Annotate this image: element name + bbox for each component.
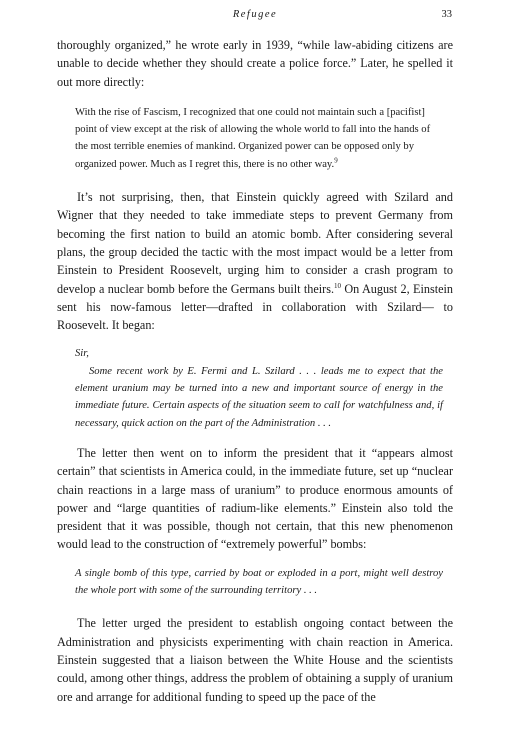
paragraph-2 xyxy=(57,188,453,334)
block-quote-fascism xyxy=(57,104,453,173)
block-quote-bomb: A single bomb of this type, carried by boat or exploded in a port, might well destroy the whole port with some of the surrounding territory . . . xyxy=(75,567,443,597)
body-text xyxy=(57,36,453,706)
running-title: Refugee xyxy=(232,9,278,20)
letter-quote-text: Some recent work by E. Fermi and L. Szilard . . . leads me to expect that the element uranium may be turned into a new and important source of energy in the immediate future. Certain aspects of the situation seem to call for watchfulness and, if necessary, quick action on the part of the Administration . . . xyxy=(75,365,443,429)
page-number: 33 xyxy=(441,9,452,20)
paragraph-2-text: It’s not surprising, then, that Einstein quickly agreed with Szilard and Wigner that they needed to take immediate steps to prevent Germany from becoming the first nation to build an atomic bomb. After considering several plans, the group decided the tactic with the most impact would be a letter from Einstein to President Roosevelt, urging him to consider a crash program to develop a nuclear bomb before the Germans built theirs. xyxy=(57,190,453,296)
quote-text: With the rise of Fascism, I recognized that one could not maintain such a [pacifist] point of view except at the risk of allowing the whole world to fall into the hands of the most terrible enemies of mankind. Organized power can be opposed only by organized power. Much as I regret this, there is no other way. xyxy=(75,106,431,170)
paragraph-4: The letter urged the president to establish ongoing contact between the Administration and physicists experimenting with chain reaction in America. Einstein suggested that a liaison between the White House and the scientists could, among other things, address the problem of obtaining a supply of uranium ore and arrange for additional funding to speed up the pace of the xyxy=(57,616,453,704)
running-head xyxy=(0,9,510,23)
footnote-marker: 9 xyxy=(334,156,338,165)
paragraph-1: thoroughly organized,” he wrote early in 1939, “while law-abiding citizens are unable to decide whether they should create a police force.” Later, he spelled it out more directly: xyxy=(57,38,453,89)
block-quote-letter-opening xyxy=(57,345,453,431)
paragraph-3: The letter then went on to inform the president that it “appears almost certain” that scientists in America could, in the immediate future, set up “nuclear chain reactions in a large mass of uranium” to produce enormous amounts of power and “large quantities of radium-like elements.” Einstein also told the president that it was possible, though not certain, that this new phenomenon would lead to the construction of “extremely powerful” bombs: xyxy=(57,445,453,552)
letter-salutation: Sir, xyxy=(75,348,89,360)
footnote-marker: 10 xyxy=(334,281,342,290)
paragraph-2-continuation: On August 2, Einstein sent his now-famous letter—drafted in collaboration with Szilard— to Roosevelt. It began: xyxy=(57,281,453,333)
